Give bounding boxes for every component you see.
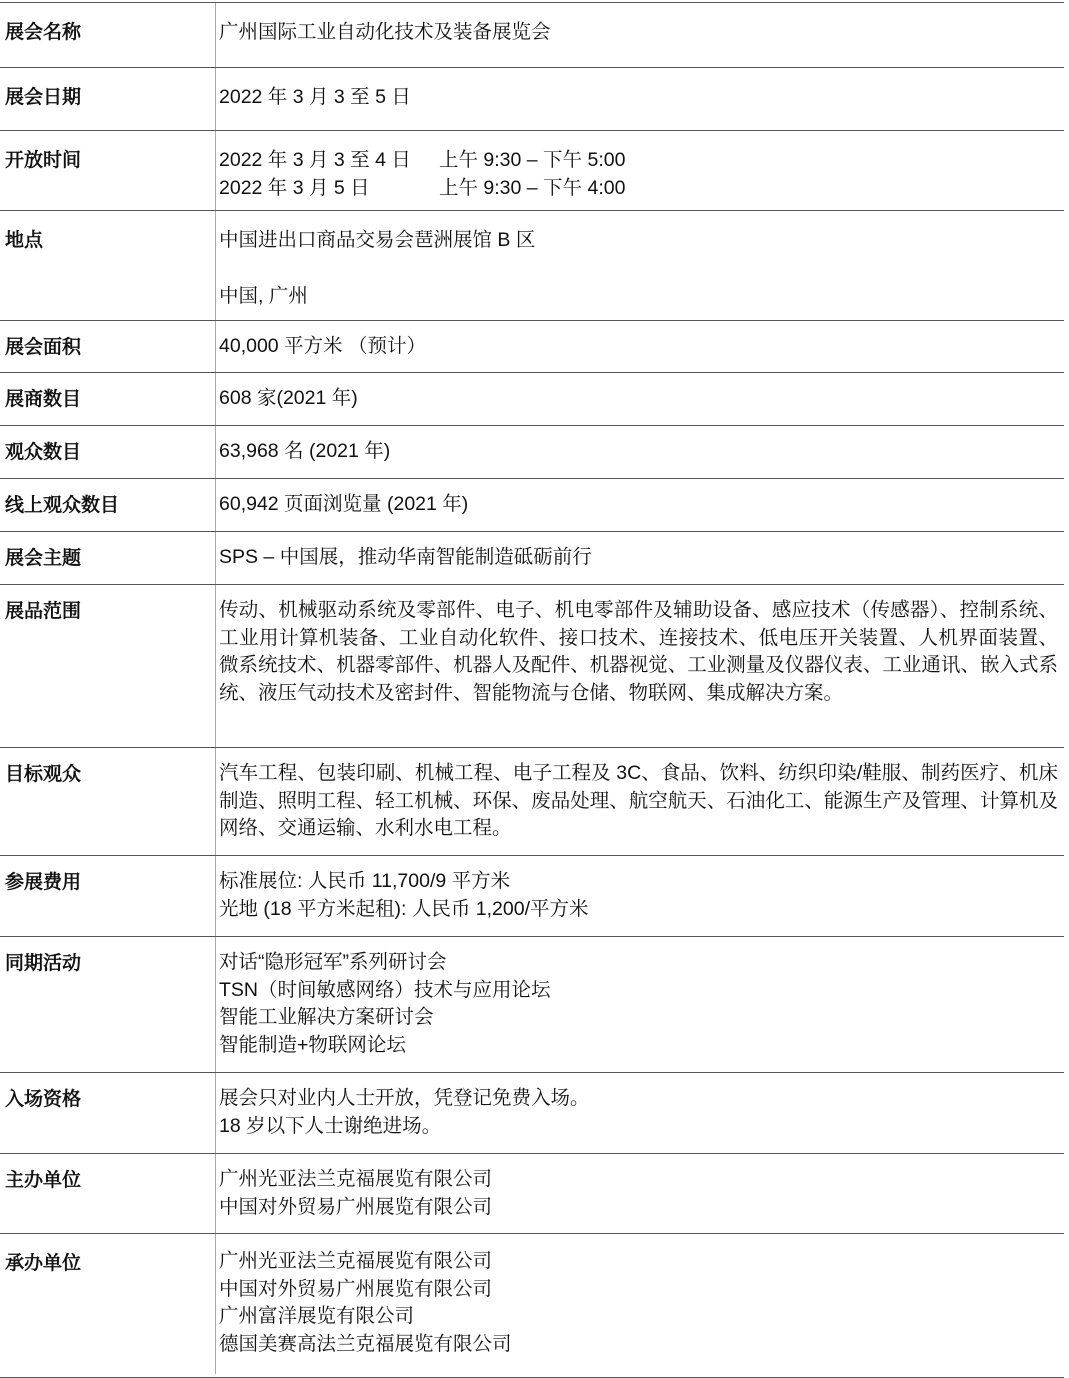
schedule-time: 上午 9:30 – 下午 5:00 — [439, 149, 626, 171]
table-row — [0, 68, 1064, 131]
row-label: 展会面积 — [5, 336, 82, 358]
table-row — [0, 937, 1064, 1073]
row-label: 开放时间 — [5, 149, 82, 171]
exhibition-area: 40,000 平方米 （预计） — [219, 335, 426, 357]
venue-line: 中国, 广州 — [219, 284, 308, 307]
table-row — [0, 479, 1064, 532]
event-line: TSN（时间敏感网络）技术与应用论坛 — [219, 978, 551, 1001]
table-row — [0, 426, 1064, 479]
exhibition-name: 广州国际工业自动化技术及装备展览会 — [219, 21, 551, 43]
row-value — [215, 426, 1064, 478]
row-label: 目标观众 — [5, 763, 82, 785]
row-value — [215, 68, 1064, 130]
row-label: 展会名称 — [5, 21, 82, 43]
row-label: 入场资格 — [5, 1088, 82, 1110]
exhibitor-count: 608 家(2021 年) — [219, 387, 358, 409]
co-organizer-line: 广州富洋展览有限公司 — [219, 1305, 415, 1327]
table-row — [0, 856, 1064, 937]
row-value — [215, 211, 1064, 320]
row-value — [215, 1073, 1064, 1153]
table-row — [0, 585, 1064, 748]
co-organizer-line: 中国对外贸易广州展览有限公司 — [219, 1277, 493, 1300]
schedule-time: 上午 9:30 – 下午 4:00 — [439, 176, 626, 199]
row-value — [215, 585, 1064, 747]
row-label: 同期活动 — [5, 952, 82, 974]
schedule-line — [219, 147, 1056, 175]
organizer-line: 中国对外贸易广州展览有限公司 — [219, 1195, 493, 1218]
online-visitor-count: 60,942 页面浏览量 (2021 年) — [219, 493, 469, 515]
table-row — [0, 1073, 1064, 1154]
blank-line — [219, 255, 1056, 283]
table-row — [0, 1154, 1064, 1234]
exhibition-date: 2022 年 3 月 3 至 5 日 — [219, 86, 411, 108]
target-audience: 汽车工程、包装印刷、机械工程、电子工程及 3C、食品、饮料、纺织印染/鞋服、制药医疗、机床制造、照明工程、轻工机械、环保、废品处理、航空航天、石油化工、能源生产及管理、计算机及网络、交通运输、水利水电工程。 — [219, 762, 1058, 839]
table-row — [0, 748, 1064, 856]
table-row — [0, 1234, 1064, 1374]
row-label: 参展费用 — [5, 871, 82, 893]
row-value — [215, 748, 1064, 855]
row-value — [215, 937, 1064, 1072]
organizer-line: 广州光亚法兰克福展览有限公司 — [219, 1168, 493, 1190]
table-row — [0, 131, 1064, 211]
visitor-count: 63,968 名 (2021 年) — [219, 440, 391, 462]
admission-line: 展会只对业内人士开放，凭登记免费入场。 — [219, 1087, 590, 1109]
row-label: 展商数目 — [5, 388, 82, 410]
table-row — [0, 532, 1064, 585]
fee-line: 标准展位: 人民币 11,700/9 平方米 — [219, 870, 511, 892]
venue-line: 中国进出口商品交易会琶洲展馆 B 区 — [219, 229, 536, 251]
row-value — [215, 131, 1064, 210]
row-label: 主办单位 — [5, 1169, 82, 1191]
table-row — [0, 321, 1064, 373]
row-label: 承办单位 — [5, 1252, 82, 1274]
row-value — [215, 1234, 1064, 1374]
table-row — [0, 3, 1064, 68]
schedule-date: 2022 年 3 月 5 日 — [219, 176, 370, 199]
admission-line: 18 岁以下人士谢绝进场。 — [219, 1114, 442, 1137]
exhibition-info-table — [0, 2, 1064, 1378]
row-value — [215, 3, 1064, 67]
row-label: 展会主题 — [5, 547, 82, 569]
row-label: 展品范围 — [5, 600, 82, 622]
co-organizer-line: 广州光亚法兰克福展览有限公司 — [219, 1250, 493, 1272]
co-organizer-line: 德国美赛高法兰克福展览有限公司 — [219, 1332, 512, 1355]
schedule-line — [219, 175, 1056, 203]
event-line: 智能工业解决方案研讨会 — [219, 1006, 434, 1028]
row-label: 线上观众数目 — [5, 494, 120, 516]
row-label: 观众数目 — [5, 441, 82, 463]
exhibition-theme: SPS – 中国展，推动华南智能制造砥砺前行 — [219, 546, 592, 568]
row-label: 地点 — [5, 229, 44, 251]
row-value — [215, 1154, 1064, 1233]
event-line: 智能制造+物联网论坛 — [219, 1033, 406, 1056]
row-value — [215, 856, 1064, 936]
table-row — [0, 211, 1064, 321]
row-label: 展会日期 — [5, 86, 82, 108]
row-value — [215, 321, 1064, 372]
product-scope: 传动、机械驱动系统及零部件、电子、机电零部件及辅助设备、感应技术（传感器）、控制系统、工业用计算机装备、工业自动化软件、接口技术、连接技术、低电压开关装置、人机界面装置、 微系统技术、机器零部件、机器人及配件、机器视觉、工业测量及仪器仪表、工业通讯、嵌入式系统、液压气动技术及密封件、智能物流与仓储、物联网、集成解决方案。 — [219, 599, 1058, 704]
row-value — [215, 373, 1064, 425]
row-value — [215, 532, 1064, 584]
row-value — [215, 479, 1064, 531]
table-row — [0, 373, 1064, 426]
fee-line: 光地 (18 平方米起租): 人民币 1,200/平方米 — [219, 897, 589, 920]
schedule-date: 2022 年 3 月 3 至 4 日 — [219, 149, 411, 171]
event-line: 对话“隐形冠军”系列研讨会 — [219, 951, 447, 973]
